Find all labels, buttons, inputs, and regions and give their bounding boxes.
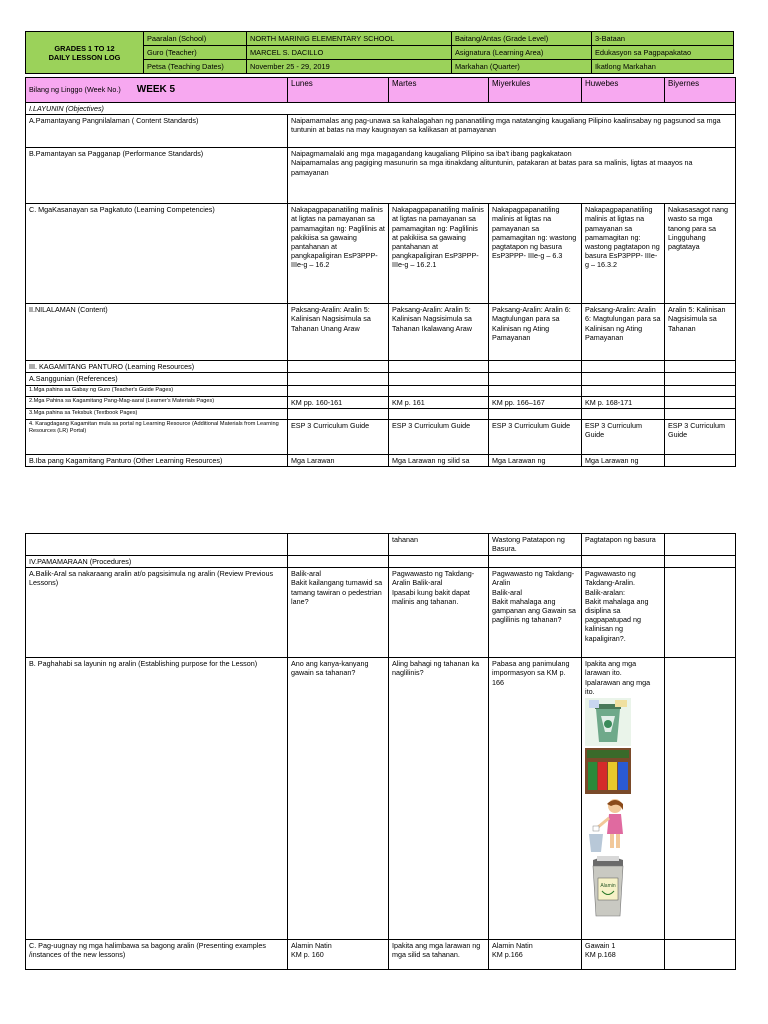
examples-huwebes: Gawain 1 KM p.168	[582, 940, 665, 970]
procedures-label: IV.PAMAMARAAN (Procedures)	[26, 556, 288, 568]
performance-standard-1: Naipagmamalaki ang mga magagandang kaugaliang Pilipino sa iba't ibang pagkakataon	[291, 149, 572, 159]
review-biyernes	[665, 568, 736, 658]
examples-biyernes	[665, 940, 736, 970]
lr-portal-label: 4. Karagdagang Kagamitan mula sa portal ng Learning Resource (Additional Materials from Learning Resources (LR) Portal)	[26, 419, 288, 454]
day-miyerkules: Miyerkules	[489, 78, 582, 103]
competency-martes: Nakapagpapanatiling malinis at ligtas na pamayanan sa pamamagitan ng: Paglilinis at pakikiisa sa gawaing pantahanan at pangkapaligiran EsP3PPP- IIIe-g – 16.2.1	[389, 204, 489, 304]
examples-label: C. Pag-uugnay ng mga halimbawa sa bagong aralin (Presenting examples /instances of the new lessons)	[26, 940, 288, 970]
purpose-biyernes	[665, 658, 736, 940]
other-lunes: Mga Larawan	[288, 454, 389, 466]
textbook-label: 3.Mga pahina sa Teksbuk (Textbook Pages)	[26, 408, 288, 419]
purpose-lunes: Ano ang kanya-kanyang gawain sa tahanan?	[288, 658, 389, 940]
dates-value: November 25 - 29, 2019	[247, 60, 452, 74]
lm-huwebes: KM p. 168-171	[582, 396, 665, 408]
teacher-guide-label: 1.Mga pahina sa Gabay ng Guro (Teacher's Guide Pages)	[26, 385, 288, 396]
lm-martes: KM p. 161	[389, 396, 489, 408]
quarter-value: Ikatlong Markahan	[592, 60, 734, 74]
lr-martes: ESP 3 Curriculum Guide	[389, 419, 489, 454]
cont-biyernes	[665, 534, 736, 556]
competencies-label: C. MgaKasanayan sa Pagkatuto (Learning Competencies)	[26, 204, 288, 304]
grades-label: GRADES 1 TO 12	[54, 43, 115, 53]
review-miyerkules: Pagwawasto ng Takdang-Aralin Balik-aral Bakit mahalaga ang gampanan ang Gawain sa paglilinis ng tahanan?	[489, 568, 582, 658]
examples-lunes: Alamin Natin KM p. 160	[288, 940, 389, 970]
lesson-table-1	[25, 77, 736, 467]
colored-bins-image	[585, 748, 631, 794]
lm-miyerkules: KM pp. 166–167	[489, 396, 582, 408]
cont-huwebes: Pagtatapon ng basura	[582, 534, 665, 556]
grade-value: 3-Bataan	[592, 32, 734, 46]
lr-miyerkules: ESP 3 Curriculum Guide	[489, 419, 582, 454]
lm-biyernes	[665, 396, 736, 408]
day-huwebes: Huwebes	[582, 78, 665, 103]
week-label: Bilang ng Linggo (Week No.)	[29, 85, 121, 95]
content-standards-label: A.Pamantayang Pangnilalaman ( Content Standards)	[26, 115, 288, 148]
references-label: A.Sanggunian (References)	[26, 373, 288, 385]
examples-martes: Ipakita ang mga larawan ng mga silid sa tahanan.	[389, 940, 489, 970]
week-value: WEEK 5	[136, 84, 176, 96]
lesson-table-2	[25, 533, 736, 970]
performance-standards-label: B.Pamantayan sa Pagganap (Performance Standards)	[26, 148, 288, 204]
dates-label: Petsa (Teaching Dates)	[144, 60, 247, 74]
day-martes: Martes	[389, 78, 489, 103]
cont-martes: tahanan	[389, 534, 489, 556]
lr-huwebes: ESP 3 Curriculum Guide	[582, 419, 665, 454]
layunin-heading: I.LAYUNIN (Objectives)	[26, 103, 736, 115]
other-martes: Mga Larawan ng silid sa	[389, 454, 489, 466]
day-lunes: Lunes	[288, 78, 389, 103]
competency-lunes: Nakapagpapanatiling malinis at ligtas na pamayanan sa pamamagitan ng: Paglilinis at pakikiisa sa gawaing pantahanan at pangkapaligiran EsP3PPP- IIIe-g – 16.2	[288, 204, 389, 304]
teacher-label: Guro (Teacher)	[144, 46, 247, 60]
content-standards: Naipamamalas ang pag-unawa sa kahalagahan ng pananatiling mga natatanging kaugaliang Pilipino kaalinsabay ng pagsunod sa mga tuntunin at batas na may kaugnayan sa kalikasan at pamayanan	[288, 115, 736, 148]
purpose-huwebes-text: Ipakita ang mga larawan ito. Ipalarawan ang mga ito.	[585, 659, 651, 696]
cont-lunes	[288, 534, 389, 556]
learner-materials-label: 2.Mga Pahina sa Kagamitang Pang-Mag-aaral (Learner's Materials Pages)	[26, 396, 288, 408]
recycle-bin-image	[585, 698, 631, 746]
area-label: Asignatura (Learning Area)	[452, 46, 592, 60]
purpose-miyerkules: Pabasa ang panimulang impormasyon sa KM p. 166	[489, 658, 582, 940]
review-martes: Pagwawasto ng Takdang-Aralin Balik-aral Ipasabi kung bakit dapat malinis ang tahanan.	[389, 568, 489, 658]
content-biyernes: Aralin 5: Kalinisan Nagsisimula sa Tahanan	[665, 304, 736, 361]
week-cell	[26, 78, 288, 103]
examples-miyerkules: Alamin Natin KM p.166	[489, 940, 582, 970]
school-value: NORTH MARINIG ELEMENTARY SCHOOL	[247, 32, 452, 46]
content-lunes: Paksang-Aralin: Aralin 5: Kalinisan Nagsisimula sa Tahanan Unang Araw	[288, 304, 389, 361]
review-label: A.Balik-Aral sa nakaraang aralin at/o pagsisimula ng aralin (Review Previous Lessons)	[26, 568, 288, 658]
content-martes: Paksang-Aralin: Aralin 5: Kalinisan Nagsisimula sa Tahanan Ikalawang Araw	[389, 304, 489, 361]
cont-miyerkules: Wastong Patatapon ng Basura.	[489, 534, 582, 556]
school-label: Paaralan (School)	[144, 32, 247, 46]
competency-huwebes: Nakapagpapanatiling malinis at ligtas na pamayanan sa pamamagitan ng: wastong pagtatapon ng basura EsP3PPP- IIIe-g – 16.3.2	[582, 204, 665, 304]
lm-lunes: KM pp. 160-161	[288, 396, 389, 408]
lr-lunes: ESP 3 Curriculum Guide	[288, 419, 389, 454]
performance-standard-2: Naipamamalas ang pagiging masunurin sa mga itinakdang alituntunin, patakaran at batas para sa malinis, ligtas at maayos na pamayanan	[291, 158, 693, 177]
content-label: II.NILALAMAN (Content)	[26, 304, 288, 361]
header-table	[25, 31, 734, 74]
resources-label: III. KAGAMITANG PANTURO (Learning Resources)	[26, 361, 288, 373]
purpose-huwebes	[582, 658, 665, 940]
other-resources-label: B.Iba pang Kagamitang Panturo (Other Learning Resources)	[26, 454, 288, 466]
other-huwebes: Mga Larawan ng	[582, 454, 665, 466]
other-biyernes	[665, 454, 736, 466]
log-label: DAILY LESSON LOG	[48, 52, 121, 62]
content-miyerkules: Paksang-Aralin: Aralin 6: Magtulungan para sa Kalinisan ng Ating Pamayanan	[489, 304, 582, 361]
competency-miyerkules: Nakapagpapanatiling malinis at ligtas na pamayanan sa pamamagitan ng: wastong pagtatapon ng basura EsP3PPP- IIIe-g – 6.3	[489, 204, 582, 304]
girl-throwing-trash-image	[585, 796, 631, 854]
trash-can-label: Alamin	[600, 883, 616, 890]
grades-cell	[26, 32, 144, 74]
grade-label: Baitang/Antas (Grade Level)	[452, 32, 592, 46]
other-miyerkules: Mga Larawan ng	[489, 454, 582, 466]
competency-biyernes: Nakasasagot nang wasto sa mga tanong para sa Lingguhang pagtataya	[665, 204, 736, 304]
review-lunes: Balik-aral Bakit kailangang tumawid sa tamang tawiran o pedestrian lane?	[288, 568, 389, 658]
area-value: Edukasyon sa Pagpapakatao	[592, 46, 734, 60]
review-huwebes: Pagwawasto ng Takdang-Aralin. Balik-aralan: Bakit mahalaga ang disiplina sa pagpapatupad ng kalinisan ng kapaligiran?.	[582, 568, 665, 658]
day-biyernes: Biyernes	[665, 78, 736, 103]
quarter-label: Markahan (Quarter)	[452, 60, 592, 74]
purpose-martes: Aling bahagi ng tahanan ka naglilinis?	[389, 658, 489, 940]
trash-can-image	[585, 856, 631, 918]
teacher-value: MARCEL S. DACILLO	[247, 46, 452, 60]
purpose-label: B. Paghahabi sa layunin ng aralin (Establishing purpose for the Lesson)	[26, 658, 288, 940]
lr-biyernes: ESP 3 Curriculum Guide	[665, 419, 736, 454]
performance-standards	[288, 148, 736, 204]
content-huwebes: Paksang-Aralin: Aralin 6: Magtulungan para sa Kalinisan ng Ating Pamayanan	[582, 304, 665, 361]
